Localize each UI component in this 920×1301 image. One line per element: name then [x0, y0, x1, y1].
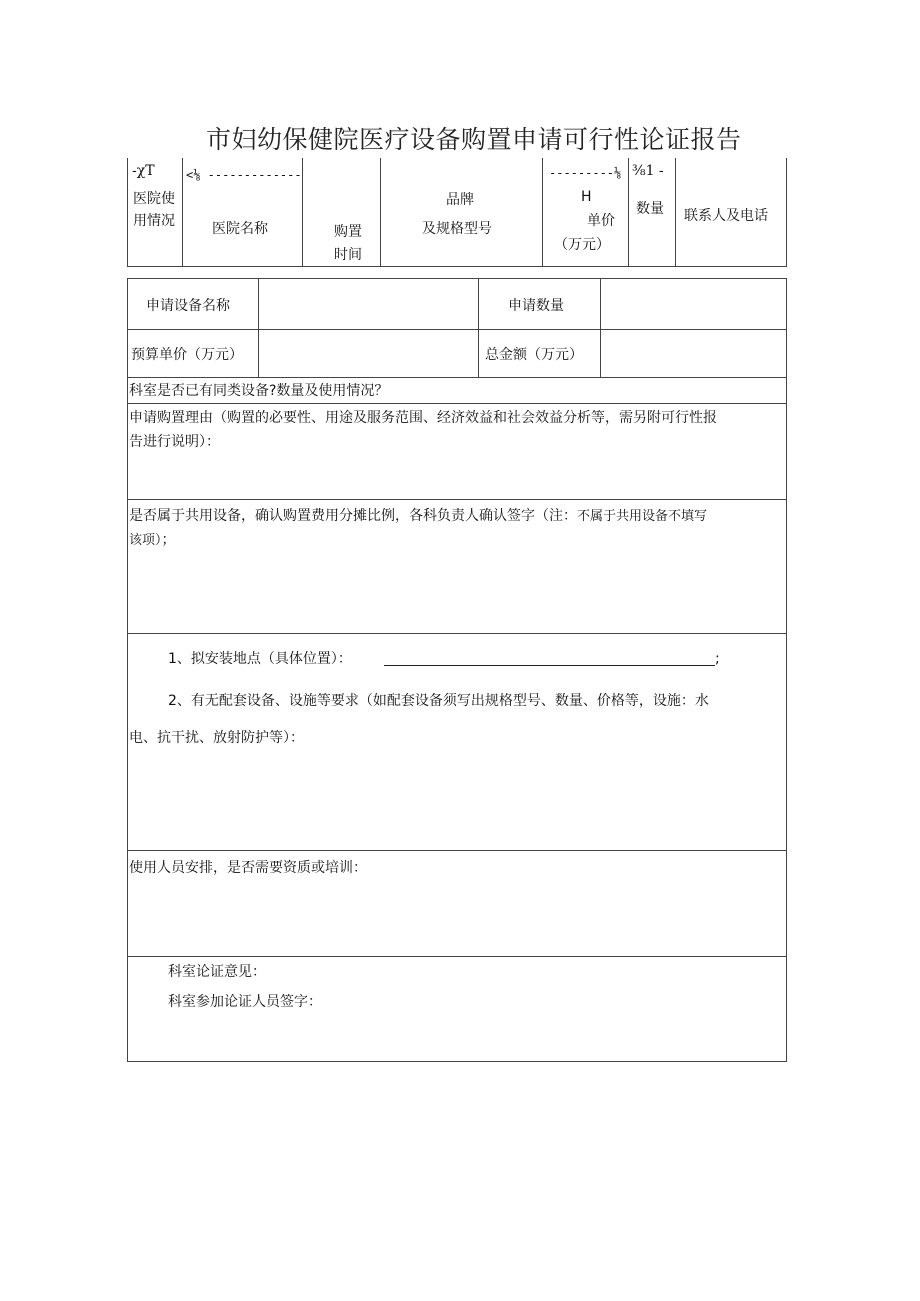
install-location-end: ;	[715, 651, 720, 667]
total-amount-label: 总金额（万元）	[485, 347, 583, 363]
purchase-reason-area[interactable]	[129, 455, 784, 497]
supporting-facilities-area[interactable]	[129, 752, 784, 847]
signature-label: 科室参加论证人员签字：	[168, 994, 322, 1010]
page-title: 市妇幼保健院医疗设备购置申请可行性论证报告	[206, 125, 742, 154]
col-purchase-time-1: 购置	[334, 224, 362, 240]
similar-equipment-question: 科室是否已有同类设备?数量及使用情况？	[129, 383, 389, 399]
col-quantity: 数量	[636, 201, 664, 217]
col-contact: 联系人及电话	[684, 208, 768, 224]
col-brand-2: 及规格型号	[422, 221, 492, 237]
col-purchase-time-2: 时间	[334, 247, 362, 263]
total-amount-field[interactable]	[606, 346, 782, 364]
shared-equipment-label-2	[129, 531, 176, 550]
shared-equipment-area[interactable]	[129, 556, 784, 630]
shared-equipment-label	[129, 507, 707, 526]
col-price-h: H	[581, 189, 592, 205]
supporting-facilities-label: 2、有无配套设备、设施等要求（如配套设备须写出规格型号、数量、价格等，设施：水	[168, 693, 709, 709]
unit-price-field[interactable]	[264, 346, 474, 364]
col-unit-price-2: （万元）	[554, 237, 610, 253]
department-opinion-label: 科室论证意见：	[168, 964, 266, 980]
col-brand-1: 品牌	[446, 192, 474, 208]
qty-noise: ⅜1 -	[632, 163, 664, 179]
unit-price-label: 预算单价（万元）	[131, 347, 243, 363]
col-unit-price-1: 单价	[587, 213, 615, 229]
purchase-reason-label: 申请购置理由（购置的必要性、用途及服务范围、经济效益和社会效益分析等，需另附可行性报	[129, 410, 717, 426]
signature-area[interactable]	[129, 1015, 784, 1059]
quantity-field[interactable]	[606, 297, 782, 315]
supporting-facilities-label-2: 电、抗干扰、放射防护等）：	[129, 730, 304, 746]
install-location-line[interactable]	[384, 665, 715, 666]
staff-arrangement-area[interactable]	[129, 880, 784, 953]
usage-section-label: 医院使用情况	[133, 191, 175, 229]
staff-arrangement-label: 使用人员安排，是否需要资质或培训：	[129, 860, 367, 876]
col-hospital-name: 医院名称	[212, 221, 268, 237]
shared-equipment-note-2: 该项）	[129, 533, 162, 548]
shared-equipment-end: ；	[161, 532, 176, 548]
shared-equipment-text: 是否属于共用设备，确认购置费用分摊比例，各科负责人确认签字（注：	[129, 508, 577, 524]
price-noise: ---------⅛	[549, 166, 622, 180]
install-location-label: 1、拟安装地点（具体位置）：	[168, 651, 352, 667]
usage-section-noise: -χT	[132, 163, 155, 179]
purchase-reason-label-2: 告进行说明）：	[129, 434, 220, 450]
hospital-noise: <⅛ -------------	[186, 168, 302, 182]
quantity-label: 申请数量	[508, 298, 564, 314]
shared-equipment-note: 不属于共用设备不填写	[577, 509, 708, 524]
device-name-field[interactable]	[264, 297, 474, 315]
device-name-label: 申请设备名称	[146, 298, 230, 314]
